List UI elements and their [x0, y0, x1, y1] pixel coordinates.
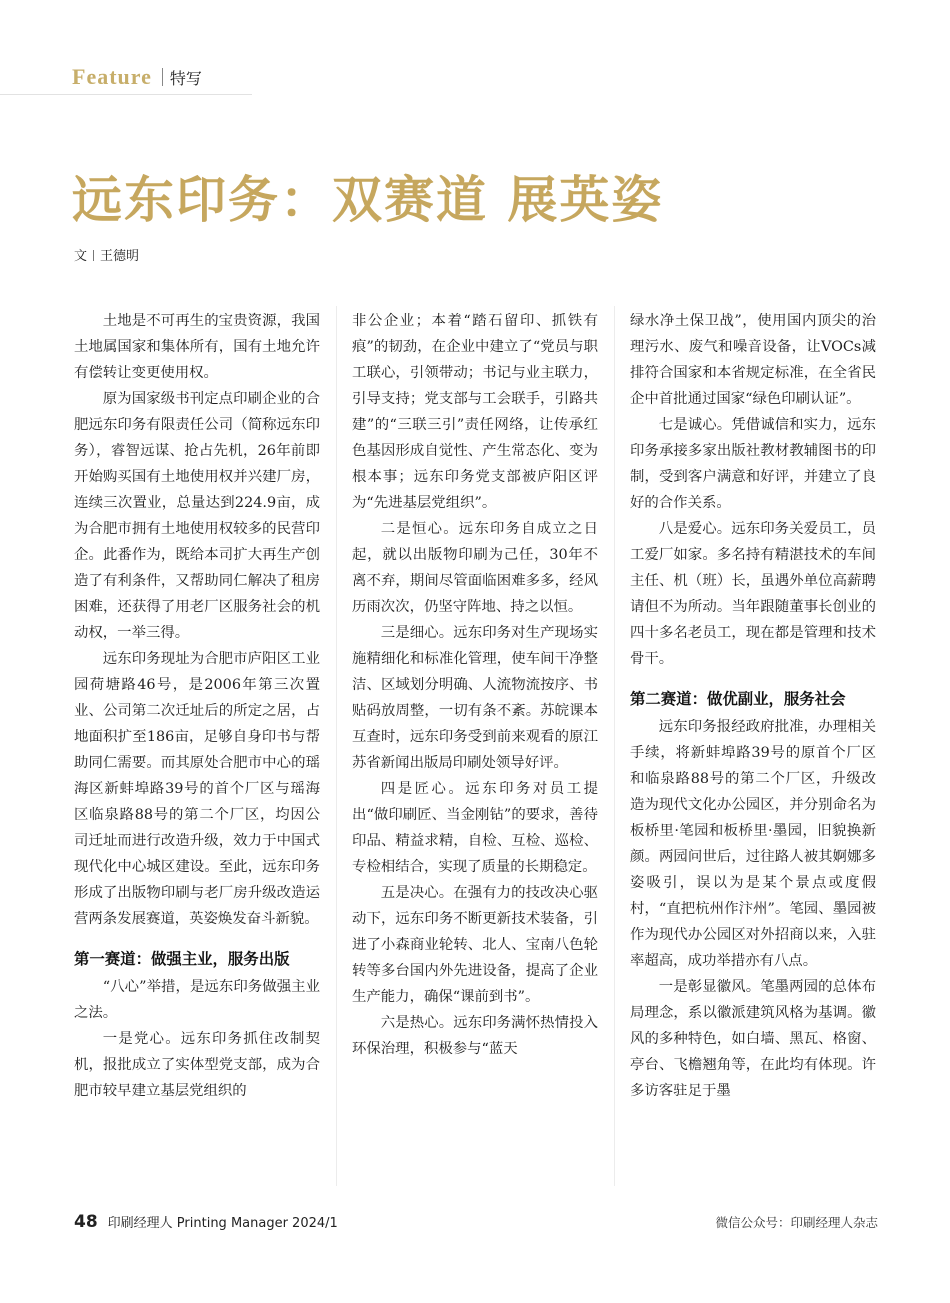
text-column-3 [630, 308, 876, 1183]
paragraph: 绿水净土保卫战”，使用国内顶尖的治理污水、废气和噪音设备，让VOCs减排符合国家和本省规定标准，在全省民企中首批通过国家“绿色印刷认证”。 [630, 313, 876, 407]
paragraph: 原为国家级书刊定点印刷企业的合肥远东印务有限责任公司（简称远东印务），睿智远谋、抢占先机，26年前即开始购买国有土地使用权并兴建厂房，连续三次置业，总量达到224.9亩，成为合肥市拥有土地使用权较多的民营印企。此番作为，既给本司扩大再生产创造了有利条件，又帮助同仁解决了租房困难，还获得了用老厂区服务社会的机动权，一举三得。 [74, 391, 320, 641]
paragraph: 七是诚心。凭借诚信和实力，远东印务承接多家出版社教材教辅图书的印制，受到客户满意和好评，并建立了良好的合作关系。 [630, 417, 876, 511]
wechat-account: 微信公众号：印刷经理人杂志 [715, 1215, 878, 1230]
footer-left [74, 1212, 338, 1232]
paragraph: 五是决心。在强有力的技改决心驱动下，远东印务不断更新技术装备，引进了小森商业轮转、北人、宝南八色轮转等多台国内外先进设备，提高了企业生产能力，确保“课前到书”。 [352, 885, 598, 1005]
paragraph: 远东印务报经政府批准，办理相关手续，将新蚌埠路39号的原首个厂区和临泉路88号的第二个厂区，升级改造为现代文化办公园区，并分别命名为板桥里·笔园和板桥里·墨园，旧貌换新颜。两园问世后，过往路人被其婀娜多姿吸引，误以为是某个景点或度假村，“直把杭州作汴州”。笔园、墨园被作为现代办公园区对外招商以来，入驻率超高，成功举措亦有八点。 [630, 719, 876, 969]
column-divider [336, 306, 337, 1186]
paragraph: 一是党心。远东印务抓住改制契机，报批成立了实体型党支部，成为合肥市较早建立基层党组织的 [74, 1031, 320, 1099]
paragraph: 六是热心。远东印务满怀热情投入环保治理，积极参与“蓝天 [352, 1015, 598, 1057]
article-title: 远东印务：双赛道 展英姿 [72, 171, 664, 229]
byline [74, 245, 139, 264]
header-rule [0, 94, 252, 95]
section-divider [162, 68, 163, 86]
paragraph: 远东印务现址为合肥市庐阳区工业园荷塘路46号，是2006年第三次置业、公司第二次迁址后的所定之居，占地面积扩至186亩，足够自身印书与帮助同仁需要。而其原处合肥市中心的瑶海区新蚌埠路39号的首个厂区与瑶海区临泉路88号的第二个厂区，均因公司迁址而进行改造升级，效力于中国式现代化中心城区建设。至此，远东印务形成了出版物印刷与老厂房升级改造运营两条发展赛道，英姿焕发奋斗新貌。 [74, 651, 320, 927]
text-column-2 [352, 308, 598, 1183]
section-heading: 第二赛道：做优副业，服务社会 [630, 690, 846, 708]
section-label-en: Feature [72, 64, 152, 89]
byline-prefix: 文 [74, 249, 88, 264]
paragraph: 一是彰显徽风。笔墨两园的总体布局理念，系以徽派建筑风格为基调。徽风的多种特色，如白墙、黑瓦、格窗、亭台、飞檐翘角等，在此均有体现。许多访客驻足于墨 [630, 979, 876, 1099]
paragraph: 非公企业；本着“踏石留印、抓铁有痕”的韧劲，在企业中建立了“党员与职工联心，引领带动；书记与业主联力，引导支持；党支部与工会联手，引路共建”的“三联三引”责任网络，让传承红色基因形成自觉性、产生常态化、变为根本事；远东印务党支部被庐阳区评为“先进基层党组织”。 [352, 313, 598, 511]
paragraph: 四是匠心。远东印务对员工提出“做印刷匠、当金刚钻”的要求，善待印品、精益求精，自检、互检、巡检、专检相结合，实现了质量的长期稳定。 [352, 781, 598, 875]
page-footer [74, 1212, 878, 1232]
text-column-1 [74, 308, 320, 1183]
paragraph: 三是细心。远东印务对生产现场实施精细化和标准化管理，使车间干净整洁、区域划分明确、人流物流按序、书贴码放周整，一切有条不紊。苏皖课本互查时，远东印务受到前来观看的原江苏省新闻出版局印刷处领导好评。 [352, 625, 598, 771]
paragraph: 二是恒心。远东印务自成立之日起，就以出版物印刷为己任，30年不离不弃，期间尽管面临困难多多，经风历雨次次，仍坚守阵地、持之以恒。 [352, 521, 598, 615]
section-heading: 第一赛道：做强主业，服务出版 [74, 950, 290, 968]
byline-divider [93, 250, 94, 261]
column-divider [614, 306, 615, 1186]
page-number: 48 [74, 1212, 98, 1232]
author-name: 王德明 [100, 249, 140, 264]
paragraph: “八心”举措，是远东印务做强主业之法。 [74, 979, 320, 1021]
section-tag [72, 64, 202, 90]
paragraph: 土地是不可再生的宝贵资源，我国土地属国家和集体所有，国有土地允许有偿转让变更使用权。 [74, 313, 320, 381]
paragraph: 八是爱心。远东印务关爱员工，员工爱厂如家。多名持有精湛技术的车间主任、机（班）长，虽遇外单位高薪聘请但不为所动。当年跟随董事长创业的四十多名老员工，现在都是管理和技术骨干。 [630, 521, 876, 667]
section-label-zh: 特写 [169, 68, 202, 88]
publication-name: 印刷经理人 Printing Manager 2024/1 [107, 1216, 338, 1231]
